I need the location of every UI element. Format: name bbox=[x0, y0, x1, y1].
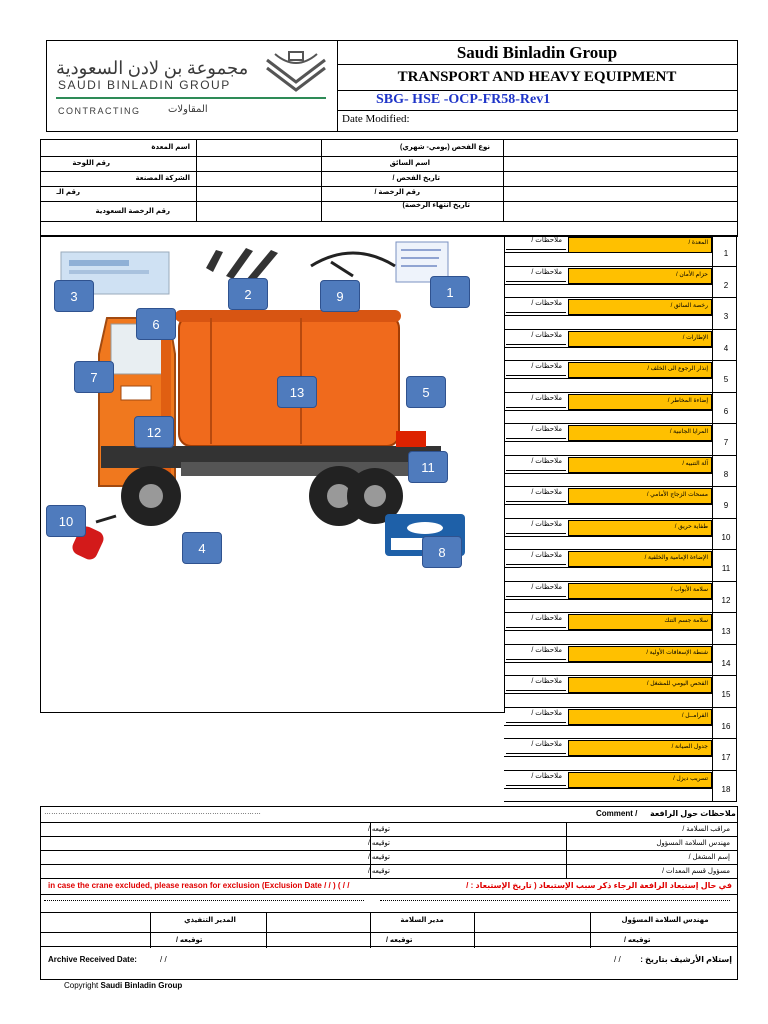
checklist-row bbox=[504, 424, 729, 456]
checklist-number: 8 bbox=[723, 469, 729, 479]
badge-4: 4 bbox=[182, 532, 222, 564]
notes-line bbox=[506, 722, 566, 723]
badge-6: 6 bbox=[136, 308, 176, 340]
notes-label: ملاحظات / bbox=[531, 457, 562, 465]
no-label: رقم الـ bbox=[56, 189, 80, 196]
checklist-sub-line bbox=[504, 662, 712, 663]
badge-11: 11 bbox=[408, 451, 448, 483]
checklist-sub-line bbox=[504, 315, 712, 316]
contracting-en: CONTRACTING bbox=[58, 106, 141, 116]
checklist-item-label: سلامة جسم التنك bbox=[664, 618, 708, 624]
checklist-item-label: آلة التنبيه / bbox=[682, 460, 708, 467]
notes-label: ملاحظات / bbox=[531, 615, 562, 622]
archive-date-en-slashes: / / bbox=[160, 955, 167, 964]
exclusion-dots-right bbox=[380, 900, 730, 901]
checklist-sub-line bbox=[504, 567, 712, 568]
date-modified-label: Date Modified: bbox=[342, 113, 410, 125]
logo-emblem-icon bbox=[265, 50, 327, 92]
equipment-name-label: اسم المعدة bbox=[151, 144, 190, 151]
checklist-sub-line bbox=[504, 504, 712, 505]
notes-label: ملاحظات / bbox=[531, 520, 562, 528]
checklist-item-label: تسريب ديزل / bbox=[673, 775, 708, 782]
checklist-row bbox=[504, 645, 731, 677]
notes-line bbox=[506, 470, 566, 471]
comment-heading-ar: ملاحظات حول الرافعة bbox=[650, 809, 736, 818]
notes-label: ملاحظات / bbox=[531, 709, 562, 717]
company-logo bbox=[50, 44, 334, 128]
archive-date-en: Archive Received Date: bbox=[48, 955, 137, 964]
checklist-number: 6 bbox=[723, 406, 729, 416]
role-label: إسم المشغل / bbox=[688, 854, 730, 861]
comment-heading-en: Comment / bbox=[596, 809, 638, 818]
notes-line bbox=[506, 407, 566, 408]
checklist-sub-line bbox=[504, 410, 712, 411]
checklist-item-label: الإطارات / bbox=[682, 334, 708, 341]
checklist-sub-line bbox=[504, 284, 712, 285]
checklist-item-label: جدول الصيانة / bbox=[671, 744, 708, 750]
form-code: SBG- HSE -OCP-FR58-Rev1 bbox=[376, 92, 551, 107]
checklist-sub-line bbox=[504, 441, 712, 442]
badge-5: 5 bbox=[406, 376, 446, 408]
checklist-item-label: الإضاءة الإمامية والخلفية / bbox=[644, 555, 708, 561]
logo-arabic-text: مجموعة بن لادن السعودية bbox=[56, 58, 249, 78]
notes-line bbox=[506, 501, 566, 502]
role-label: مراقب السلامة / bbox=[682, 826, 730, 833]
notes-label: ملاحظات / bbox=[531, 300, 562, 307]
company-name: Saudi Binladin Group bbox=[456, 43, 618, 62]
checklist-number: 1 bbox=[723, 249, 729, 258]
contracting-ar: المقاولات bbox=[168, 104, 208, 115]
checklist-row bbox=[504, 771, 731, 803]
checklist-row bbox=[504, 361, 729, 393]
checklist-item-label: رخصة السائق / bbox=[670, 303, 708, 309]
checklist-sub-line bbox=[504, 347, 712, 348]
checklist-sub-line bbox=[504, 252, 712, 253]
checklist-item-label: الفحص اليومي للمشغل / bbox=[646, 681, 708, 687]
role-label: مهندس السلامة المسؤول bbox=[656, 840, 730, 847]
checklist-item-label: مسحات الزجاج الأمامي / bbox=[646, 492, 708, 498]
notes-label: ملاحظات / bbox=[531, 678, 562, 685]
checklist-sub-line bbox=[504, 725, 712, 726]
checklist-sub-line bbox=[504, 599, 712, 600]
badge-1: 1 bbox=[430, 276, 470, 308]
checklist-sub-line bbox=[504, 788, 712, 789]
notes-line bbox=[506, 753, 566, 754]
notes-line bbox=[506, 312, 566, 313]
checklist-row bbox=[504, 519, 731, 551]
exclusion-ar: في حال إستبعاد الرافعة الرجاء ذكر سبب الإستبعاد ( تاريخ الإستبعاد : / bbox=[466, 881, 732, 890]
checklist-row bbox=[504, 550, 731, 582]
checklist-row bbox=[504, 708, 731, 740]
license-no-label: رقم الرخصة / bbox=[374, 189, 420, 196]
notes-label: ملاحظات / bbox=[531, 583, 562, 591]
checklist-number: 5 bbox=[723, 375, 729, 384]
copyright bbox=[64, 981, 182, 990]
license-expiry-label: تاريخ انتهاء الرخصة) bbox=[402, 202, 470, 209]
archive-date-ar-slashes: / / bbox=[614, 955, 621, 964]
exclusion-dots-left bbox=[44, 900, 364, 901]
checklist-number: 18 bbox=[721, 784, 731, 794]
notes-label: ملاحظات / bbox=[531, 646, 562, 654]
checklist-sub-line bbox=[504, 693, 712, 694]
checklist-number: 12 bbox=[721, 595, 731, 605]
notes-line bbox=[506, 249, 566, 250]
badge-3: 3 bbox=[54, 280, 94, 312]
exclusion-en: in case the crane excluded, please reason for exclusion (Exclusion Date / / ) ( / / bbox=[48, 881, 350, 890]
comment-row bbox=[40, 838, 736, 851]
saudi-license-label: رقم الرخصة السعودية bbox=[95, 208, 170, 215]
checklist-number: 2 bbox=[723, 280, 729, 290]
notes-label: ملاحظات / bbox=[531, 741, 562, 748]
checklist-item-label: المعدة / bbox=[688, 240, 708, 246]
checklist-item-label: إضاءة المخاطر / bbox=[667, 397, 708, 404]
comment-heading bbox=[40, 808, 736, 822]
notes-label: ملاحظات / bbox=[531, 363, 562, 370]
copyright-label: Copyright bbox=[64, 981, 99, 990]
badge-2: 2 bbox=[228, 278, 268, 310]
checklist-number: 9 bbox=[723, 501, 729, 510]
notes-line bbox=[506, 375, 566, 376]
notes-label: ملاحظات / bbox=[531, 772, 562, 780]
checklist-item-label: سلامة الأبواب / bbox=[670, 586, 708, 593]
notes-label: ملاحظات / bbox=[531, 552, 562, 559]
notes-line bbox=[506, 281, 566, 282]
notes-line bbox=[506, 785, 566, 786]
badge-9: 9 bbox=[320, 280, 360, 312]
exec-manager-signature: / توقيعه bbox=[176, 937, 203, 944]
notes-line bbox=[506, 627, 566, 628]
checklist-number: 7 bbox=[723, 438, 729, 447]
checklist-number: 17 bbox=[721, 753, 731, 762]
checklist-row bbox=[504, 613, 731, 645]
badge-13: 13 bbox=[277, 376, 317, 408]
notes-line bbox=[506, 438, 566, 439]
checklist-row bbox=[504, 235, 729, 267]
checklist-number: 15 bbox=[721, 690, 731, 699]
role-label: مسؤول قسم المعدات / bbox=[662, 868, 730, 875]
signature-label: توقيعه / bbox=[367, 826, 390, 833]
copyright-company: Saudi Binladin Group bbox=[100, 981, 183, 990]
comment-row bbox=[40, 852, 736, 865]
checklist-sub-line bbox=[504, 473, 712, 474]
badge-7: 7 bbox=[74, 361, 114, 393]
checklist-number: 4 bbox=[723, 343, 729, 353]
logo-english-text: SAUDI BINLADIN GROUP bbox=[58, 78, 231, 92]
badge-10: 10 bbox=[46, 505, 86, 537]
checklist-sub-line bbox=[504, 378, 712, 379]
checklist-number: 13 bbox=[721, 627, 731, 636]
checklist-item-label: حزام الأمان / bbox=[676, 271, 708, 278]
checklist-sub-line bbox=[504, 756, 712, 757]
driver-name-label: اسم السائق bbox=[389, 160, 430, 167]
notes-label: ملاحظات / bbox=[531, 268, 562, 276]
safety-engineer-label: مهندس السلامة المسؤول bbox=[621, 917, 709, 924]
inspection-date-label: تاريخ الفحص / bbox=[392, 175, 440, 182]
checklist-item-label: الفرامــل / bbox=[681, 712, 708, 719]
comment-row bbox=[40, 866, 736, 879]
checklist-row bbox=[504, 393, 729, 425]
manufacturer-label: الشركة المصنعة bbox=[135, 175, 190, 182]
notes-line bbox=[506, 344, 566, 345]
checklist-item-label: إنذار الرجوع الى الخلف / bbox=[647, 366, 708, 372]
checklist-row bbox=[504, 330, 729, 362]
notes-label: ملاحظات / bbox=[531, 489, 562, 496]
notes-label: ملاحظات / bbox=[531, 394, 562, 402]
checklist-item-label: طفاية حريق / bbox=[674, 523, 708, 530]
checklist-row bbox=[504, 456, 729, 488]
comment-dots: ………………………………………………………………………………… bbox=[44, 809, 261, 816]
checklist-row bbox=[504, 267, 729, 299]
notes-label: ملاحظات / bbox=[531, 331, 562, 339]
inspection-type-label: نوع الفحص (يومي- شهري) bbox=[400, 144, 490, 151]
notes-line bbox=[506, 659, 566, 660]
checklist-row bbox=[504, 582, 731, 614]
checklist-number: 10 bbox=[721, 532, 731, 542]
signature-label: توقيعه / bbox=[367, 840, 390, 847]
logo-green-rule bbox=[56, 97, 326, 99]
badge-8: 8 bbox=[422, 536, 462, 568]
checklist-row bbox=[504, 298, 729, 330]
plate-no-label: رقم اللوحة bbox=[72, 160, 110, 167]
checklist-number: 16 bbox=[721, 721, 731, 731]
notes-line bbox=[506, 533, 566, 534]
archive-date-ar: إستلام الأرشيف بتاريخ : bbox=[640, 955, 732, 964]
checklist-number: 3 bbox=[723, 312, 729, 321]
checklist-row bbox=[504, 739, 731, 771]
notes-line bbox=[506, 596, 566, 597]
signature-label: توقيعه / bbox=[367, 854, 390, 861]
safety-manager-label: مدير السلامة bbox=[400, 917, 444, 924]
department-title: TRANSPORT AND HEAVY EQUIPMENT bbox=[397, 69, 677, 85]
checklist-number: 14 bbox=[721, 658, 731, 668]
safety-manager-signature: / توقيعه bbox=[386, 937, 413, 944]
checklist-row-line bbox=[504, 801, 737, 802]
signature-label: توقيعه / bbox=[367, 868, 390, 875]
checklist-row bbox=[504, 676, 731, 708]
notes-line bbox=[506, 690, 566, 691]
comment-row bbox=[40, 824, 736, 837]
exec-manager-label: المدير التنفيذي bbox=[184, 917, 236, 924]
checklist-item-label: المرايا الجانبية / bbox=[669, 429, 708, 435]
checklist-number: 11 bbox=[721, 564, 731, 573]
checklist-item-label: شنطة الإسعافات الأولية / bbox=[646, 649, 708, 656]
notes-line bbox=[506, 564, 566, 565]
notes-label: ملاحظات / bbox=[531, 237, 562, 244]
checklist-row bbox=[504, 487, 729, 519]
notes-label: ملاحظات / bbox=[531, 426, 562, 433]
safety-engineer-signature: / توقيعه bbox=[624, 937, 651, 944]
checklist-sub-line bbox=[504, 536, 712, 537]
badge-12: 12 bbox=[134, 416, 174, 448]
checklist-sub-line bbox=[504, 630, 712, 631]
